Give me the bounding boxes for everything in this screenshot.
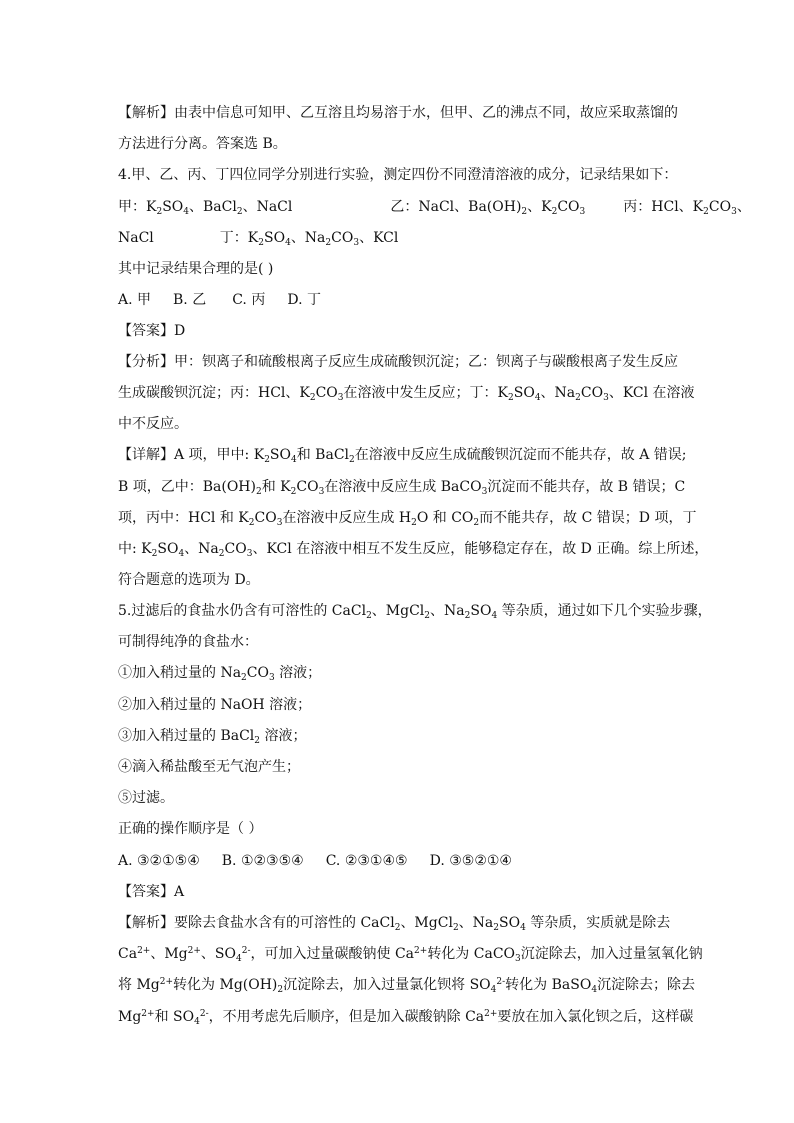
analysis-label: 【解析】 — [118, 105, 174, 121]
q4-option-d: D. 丁 — [287, 292, 321, 308]
q4-answer: 【答案】D — [118, 323, 186, 339]
q3-analysis-line-1: 【解析】由表中信息可知甲、乙互溶且均易溶于水，但甲、乙的沸点不同，故应采取蒸馏的 — [118, 105, 678, 121]
q4-analysis-line-3: 中不反应。 — [118, 416, 188, 432]
q4-detail-line-1: 【详解】A 项，甲中: $K_2SO_4$和 BaCl$_2$在溶液中反应生成硫酸钡沉淀而不能共存，故 A 错误; — [118, 447, 687, 465]
q5-step-5: ⑤过滤。 — [118, 790, 174, 806]
record-ding: 丁：$K_2SO_4$、$Na_2CO_3$、KCl — [219, 230, 399, 248]
q5-stem-line-2: 可制得纯净的食盐水： — [118, 634, 258, 650]
q4-analysis-line-2: 生成碳酸钡沉淀；丙：HCl、$K_2CO_3$在溶液中发生反应；丁：$K_2SO_4$、$Na_2CO_3$、KCl 在溶液 — [118, 385, 695, 403]
q5-step-4: ④滴入稀盐酸至无气泡产生； — [118, 759, 300, 775]
q5-step-1: ①加入稍过量的 $Na_2CO_3$ 溶液； — [118, 665, 322, 683]
q5-step-3: ③加入稍过量的 BaCl$_2$ 溶液； — [118, 728, 307, 746]
q5-option-a: A. ③②①⑤④ — [118, 853, 200, 869]
q5-options — [118, 851, 678, 871]
record-yi: 乙：NaCl、$Ba(OH)_2$、$K_2CO_3$ — [390, 199, 586, 217]
q4-option-b: B. 乙 — [173, 292, 207, 308]
q4-options — [118, 290, 678, 310]
q5-option-b: B. ①②③⑤④ — [221, 853, 304, 869]
q5-analysis-line-3: 将 $Mg^{2+}$转化为 $Mg(OH)_2$沉淀除去，加入过量氯化钡将 $SO_4^{2-}$转化为 BaSO$_4$沉淀除去；除去 — [118, 977, 696, 995]
record-bing: 丙：HCl、$K_2CO_3$、 — [623, 199, 751, 217]
q4-detail-line-3: 项，丙中：HCl 和 $K_2CO_3$在溶液中反应生成 $H_2O$ 和 $CO_2$而不能共存，故 C 错误；D 项，丁 — [118, 510, 697, 528]
q4-analysis-line-1: 【分析】甲：钡离子和硫酸根离子反应生成硫酸钡沉淀；乙：钡离子与碳酸根离子发生反应 — [118, 354, 678, 370]
q4-records-line-2: NaCl 丁：$K_2SO_4$、$Na_2CO_3$、KCl — [118, 230, 399, 248]
q3-analysis-line-2: 方法进行分离。答案选 B。 — [118, 136, 287, 152]
q4-question: 其中记录结果合理的是( ) — [118, 261, 274, 277]
q5-stem-line-1: 5.过滤后的食盐水仍含有可溶性的 CaCl$_2$、MgCl$_2$、$Na_2SO_4$ 等杂质，通过如下几个实验步骤， — [118, 603, 712, 621]
q4-detail-line-2: B 项，乙中：$Ba(OH)_2$和 $K_2CO_3$在溶液中反应生成 BaCO$_3$沉淀而不能共存，故 B 错误；C — [118, 479, 686, 497]
q4-option-a: A. 甲 — [118, 292, 152, 308]
q5-analysis-line-2: $Ca^{2+}$、$Mg^{2+}$、$SO_4^{2-}$，可加入过量碳酸钠使 $Ca^{2+}$转化为 CaCO$_3$沉淀除去，加入过量氢氧化钠 — [118, 946, 703, 964]
q5-option-d: D. ③⑤②①④ — [429, 853, 512, 869]
q5-question: 正确的操作顺序是（ ） — [118, 821, 263, 837]
q5-answer: 【答案】A — [118, 884, 185, 900]
record-jia: 甲：$K_2SO_4$、BaCl$_2$、NaCl — [118, 199, 293, 217]
q4-detail-line-4: 中: $K_2SO_4$、$Na_2CO_3$、KCl 在溶液中相互不发生反应，能够稳定存在，故 D 正确。综上所述， — [118, 541, 709, 559]
q4-option-c: C. 丙 — [232, 292, 266, 308]
q5-analysis-line-4: $Mg^{2+}$和 $SO_4^{2-}$，不用考虑先后顺序，但是加入碳酸钠除 $Ca^{2+}$要放在加入氯化钡之后，这样碳 — [118, 1009, 694, 1027]
q5-step-2: ②加入稍过量的 NaOH 溶液； — [118, 697, 312, 713]
q4-stem: 4.甲、乙、丙、丁四位同学分别进行实验，测定四份不同澄清溶液的成分，记录结果如下： — [118, 167, 678, 183]
q4-records-line-1 — [118, 197, 751, 217]
q5-option-c: C. ②③①④⑤ — [325, 853, 408, 869]
q4-detail-line-5: 符合题意的选项为 D。 — [118, 572, 260, 588]
q5-analysis-line-1: 【解析】要除去食盐水含有的可溶性的 CaCl$_2$、MgCl$_2$、$Na_2SO_4$ 等杂质，实质就是除去 — [118, 915, 671, 933]
